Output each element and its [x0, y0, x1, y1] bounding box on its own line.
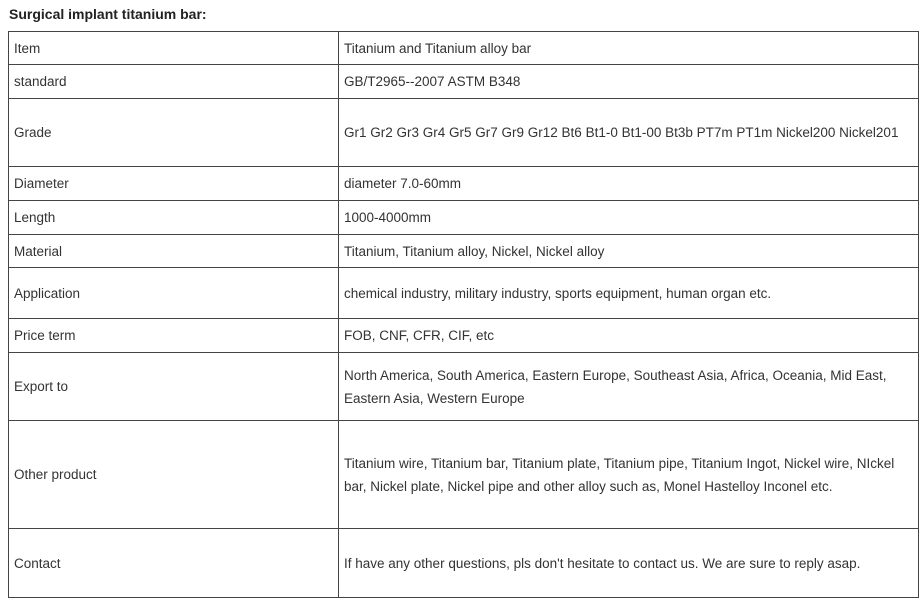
table-row — [9, 235, 919, 268]
row-value: FOB, CNF, CFR, CIF, etc — [339, 319, 919, 353]
table-row — [9, 353, 919, 421]
table-row — [9, 65, 919, 99]
table-row — [9, 319, 919, 353]
row-label: Length — [9, 201, 339, 235]
table-row — [9, 167, 919, 201]
page-heading: Surgical implant titanium bar: — [9, 6, 207, 22]
row-label: Contact — [9, 529, 339, 598]
row-value: Gr1 Gr2 Gr3 Gr4 Gr5 Gr7 Gr9 Gr12 Bt6 Bt1-0 Bt1-00 Bt3b PT7m PT1m Nickel200 Nickel201 — [339, 99, 919, 167]
row-value: 1000-4000mm — [339, 201, 919, 235]
row-label: Application — [9, 268, 339, 319]
row-label: Diameter — [9, 167, 339, 201]
spec-table — [8, 31, 919, 598]
table-row — [9, 529, 919, 598]
row-value: North America, South America, Eastern Europe, Southeast Asia, Africa, Oceania, Mid East, Eastern Asia, Western Europe — [339, 353, 919, 421]
row-label: standard — [9, 65, 339, 99]
row-label: Other product — [9, 421, 339, 529]
table-row — [9, 268, 919, 319]
row-value: GB/T2965--2007 ASTM B348 — [339, 65, 919, 99]
row-value: Titanium wire, Titanium bar, Titanium plate, Titanium pipe, Titanium Ingot, Nickel wire, NIckel bar, Nickel plate, Nickel pipe and other alloy such as, Monel Hastelloy Inconel etc. — [339, 421, 919, 529]
row-value: chemical industry, military industry, sports equipment, human organ etc. — [339, 268, 919, 319]
row-value: Titanium and Titanium alloy bar — [339, 32, 919, 65]
row-value: Titanium, Titanium alloy, Nickel, Nickel alloy — [339, 235, 919, 268]
row-label: Item — [9, 32, 339, 65]
table-row — [9, 32, 919, 65]
row-label: Export to — [9, 353, 339, 421]
row-label: Material — [9, 235, 339, 268]
row-value: If have any other questions, pls don't hesitate to contact us. We are sure to reply asap. — [339, 529, 919, 598]
row-label: Price term — [9, 319, 339, 353]
table-row — [9, 99, 919, 167]
row-label: Grade — [9, 99, 339, 167]
row-value: diameter 7.0-60mm — [339, 167, 919, 201]
table-row — [9, 201, 919, 235]
table-row — [9, 421, 919, 529]
